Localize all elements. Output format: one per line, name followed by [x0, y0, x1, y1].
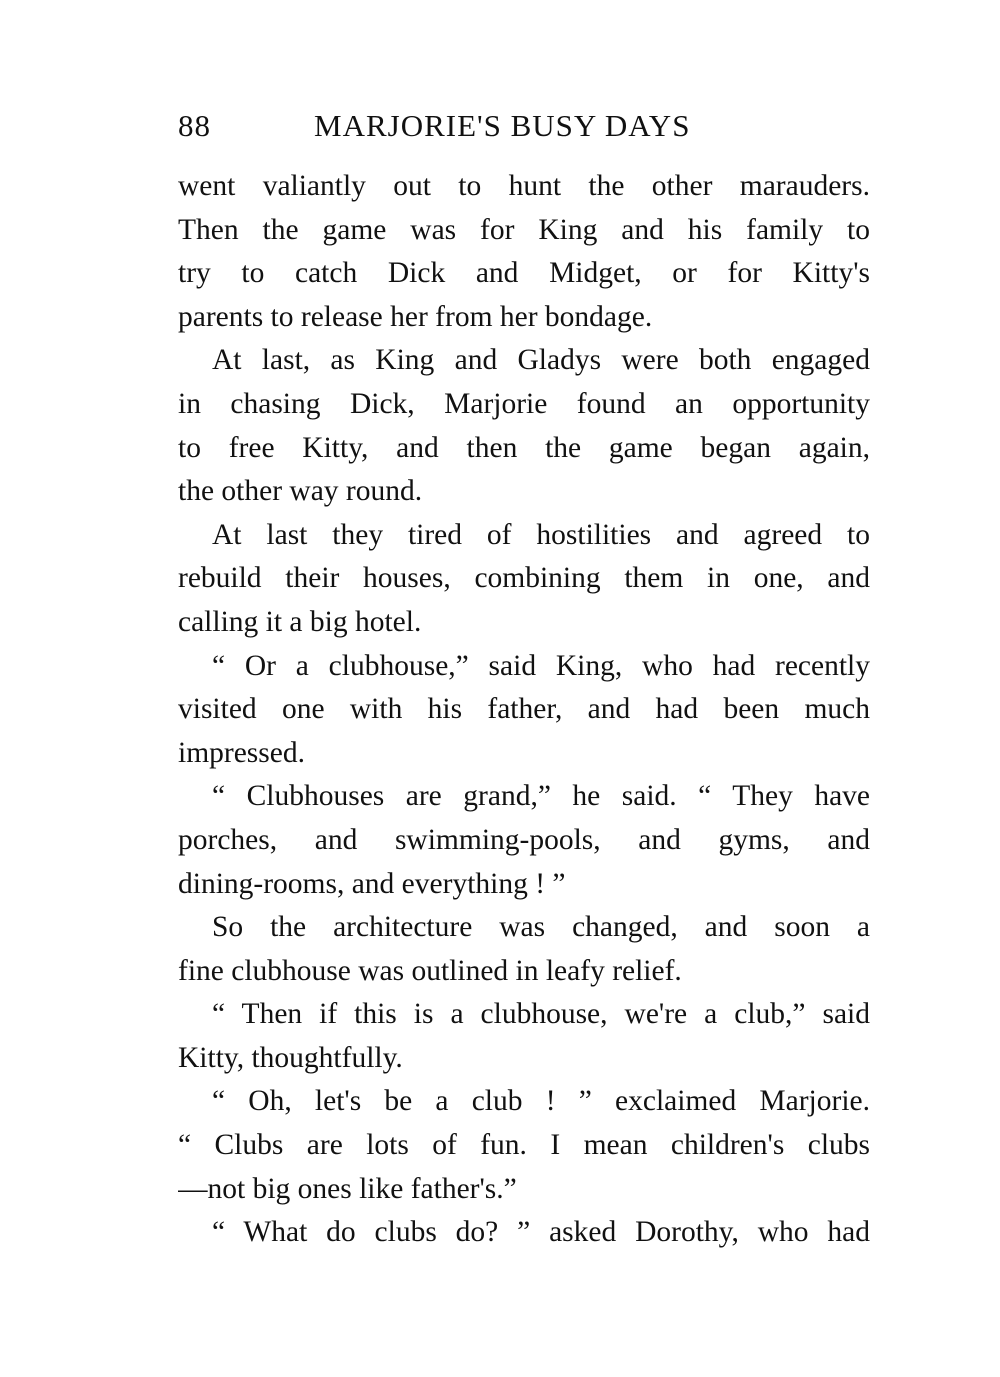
text-line: At last they tired of hostilities and agreed to	[212, 518, 870, 551]
text-line: “ Then if this is a clubhouse, we're a club,” said	[212, 998, 870, 1031]
text-line: try to catch Dick and Midget, or for Kitty's	[178, 257, 870, 290]
text-line: At last, as King and Gladys were both engaged	[212, 344, 870, 377]
text-line: visited one with his father, and had been much	[178, 693, 870, 726]
running-title: MARJORIE'S BUSY DAYS	[314, 108, 691, 143]
text-line: Kitty, thoughtfully.	[178, 1041, 403, 1074]
text-line: “ What do clubs do? ” asked Dorothy, who had	[212, 1216, 870, 1249]
text-line: impressed.	[178, 736, 305, 769]
text-line: rebuild their houses, combining them in one, and	[178, 562, 870, 595]
text-line: “ Clubs are lots of fun. I mean children's clubs	[178, 1129, 870, 1162]
text-line: in chasing Dick, Marjorie found an opportunity	[178, 387, 870, 420]
text-line: parents to release her from her bondage.	[178, 300, 653, 333]
text-line: went valiantly out to hunt the other marauders.	[178, 170, 870, 202]
text-line: So the architecture was changed, and soon a	[212, 911, 870, 944]
page-header	[178, 108, 770, 148]
text-line: the other way round.	[178, 475, 423, 508]
text-line: “ Or a clubhouse,” said King, who had recently	[212, 649, 870, 682]
body-text	[178, 165, 870, 1255]
text-line: Then the game was for King and his family to	[178, 213, 870, 246]
text-line: —not big ones like father's.”	[178, 1172, 517, 1205]
text-line: “ Clubhouses are grand,” he said. “ They have	[212, 780, 870, 813]
text-line: dining-rooms, and everything ! ”	[178, 867, 566, 900]
text-line: fine clubhouse was outlined in leafy relief.	[178, 954, 682, 987]
text-line: calling it a big hotel.	[178, 605, 422, 638]
text-line: porches, and swimming-pools, and gyms, and	[178, 823, 870, 856]
text-line: to free Kitty, and then the game began again,	[178, 431, 870, 464]
page-number: 88	[178, 108, 211, 143]
text-line: “ Oh, let's be a club ! ” exclaimed Marjorie.	[212, 1085, 870, 1118]
